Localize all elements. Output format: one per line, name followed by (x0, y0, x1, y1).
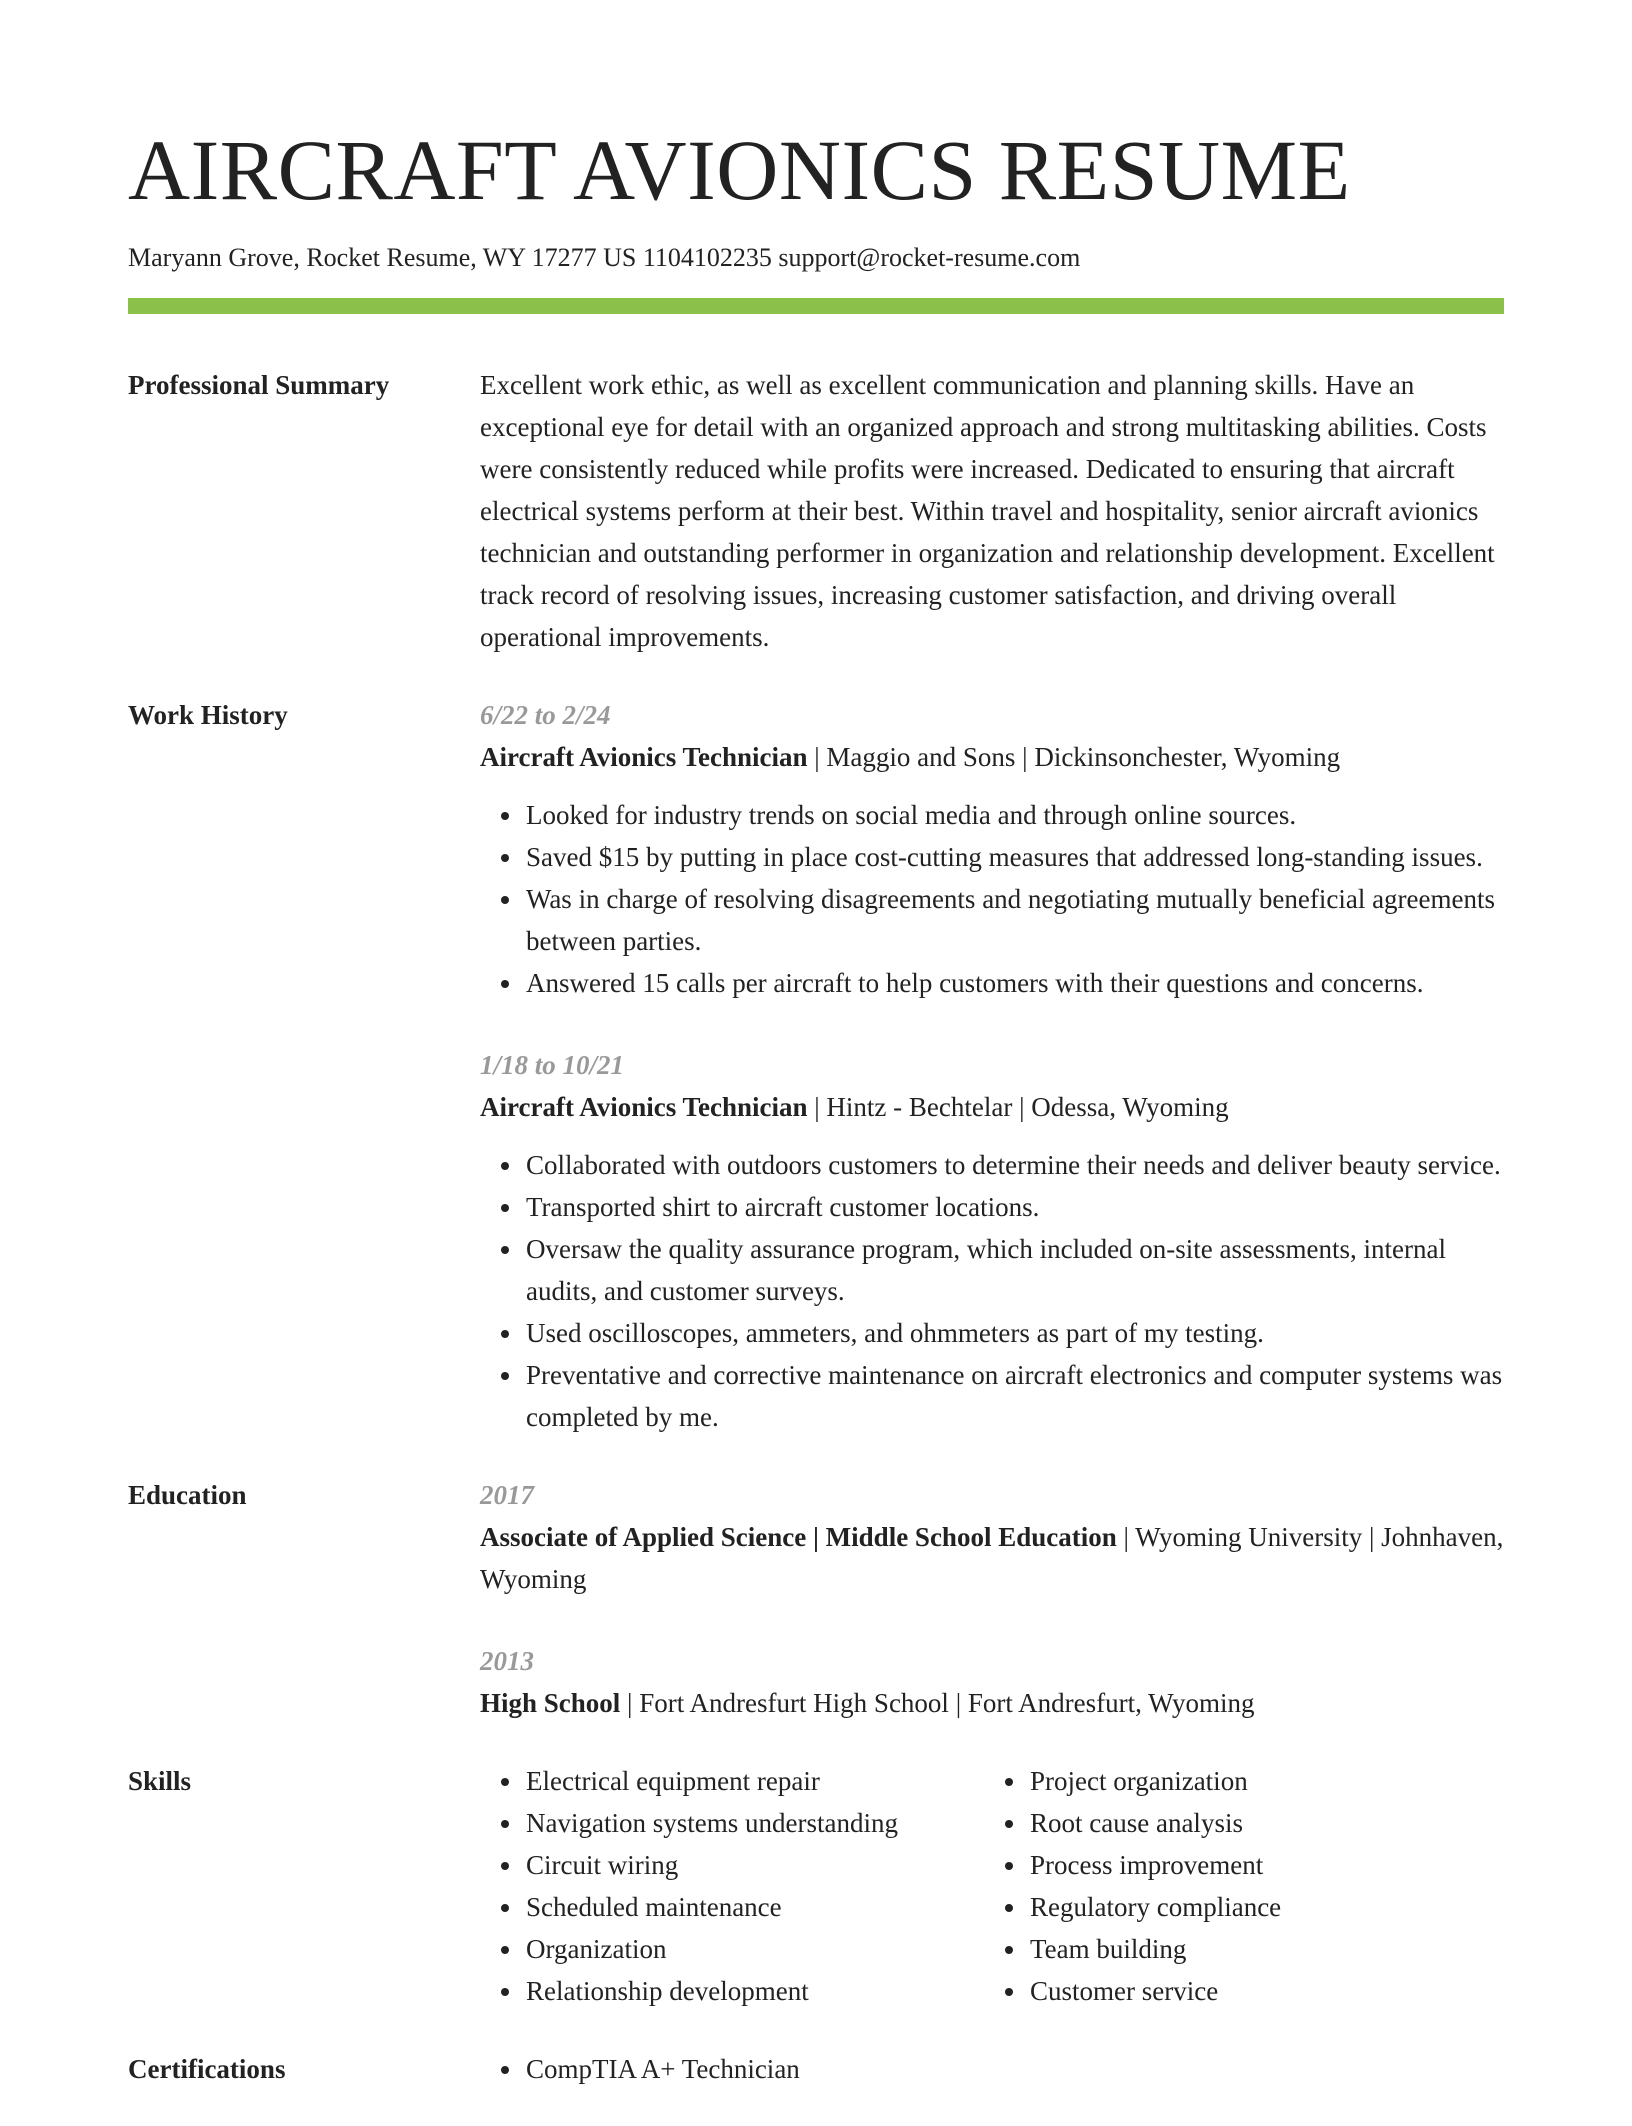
education-degree: High School (480, 1688, 621, 1718)
summary-body (480, 364, 1504, 658)
skills-body (480, 1760, 1504, 2012)
skill-item: • Process improvement (1028, 1844, 1488, 1886)
education-entry (480, 1640, 1504, 1724)
education-details: | Wyoming University | Johnhaven, Wyoming (480, 1522, 1504, 1594)
certifications-label: Certifications (128, 2054, 286, 2084)
skill-item: • Organization (524, 1928, 984, 1970)
skill-item: • Root cause analysis (1028, 1802, 1488, 1844)
header-divider (128, 298, 1504, 314)
skill-item: • Relationship development (524, 1970, 984, 2012)
education-date: 2013 (480, 1646, 534, 1676)
education-section (128, 1474, 1504, 1724)
work-history-section (128, 694, 1504, 1438)
work-history-label: Work History (128, 700, 288, 730)
certifications-list (480, 2048, 1504, 2090)
job-bullet: • Looked for industry trends on social media and through online sources. (524, 794, 1504, 836)
job-bullet: • Collaborated with outdoors customers to determine their needs and deliver beauty service. (524, 1144, 1504, 1186)
job-details: | Maggio and Sons | Dickinsonchester, Wyoming (807, 742, 1341, 772)
skills-section (128, 1760, 1504, 2012)
job-bullets (480, 1144, 1504, 1438)
skill-item: • Electrical equipment repair (524, 1760, 984, 1802)
skill-item: • Customer service (1028, 1970, 1488, 2012)
job-heading (480, 736, 1504, 778)
job-role: Aircraft Avionics Technician (480, 742, 808, 772)
contact-line: Maryann Grove, Rocket Resume, WY 17277 US 1104102235 support@rocket-resume.com (128, 243, 1081, 272)
resume-sections (128, 364, 1504, 2090)
education-heading (480, 1682, 1504, 1724)
skills-grid (480, 1760, 1504, 2012)
certification-item: • CompTIA A+ Technician (524, 2048, 1504, 2090)
job-details: | Hintz - Bechtelar | Odessa, Wyoming (807, 1092, 1229, 1122)
job-bullet: • Answered 15 calls per aircraft to help customers with their questions and concerns. (524, 962, 1504, 1004)
job-entry (480, 694, 1504, 1004)
job-bullet: • Used oscilloscopes, ammeters, and ohmmeters as part of my testing. (524, 1312, 1504, 1354)
summary-text: Excellent work ethic, as well as excellent communication and planning skills. Have an exceptional eye for detail with an organized approach and strong multitasking abilities. Costs were consistently reduced while profits were increased. Dedicated to ensuring that aircraft electrical systems perform at their best. Within travel and hospitality, senior aircraft avionics technician and outstanding performer in organization and relationship development. Excellent track record of resolving issues, increasing customer satisfaction, and driving overall operational improvements. (480, 370, 1495, 652)
resume-page (128, 0, 1504, 2126)
job-bullet: • Preventative and corrective maintenance on aircraft electronics and computer systems was completed by me. (524, 1354, 1504, 1438)
education-details: | Fort Andresfurt High School | Fort Andresfurt, Wyoming (620, 1688, 1255, 1718)
job-role: Aircraft Avionics Technician (480, 1092, 808, 1122)
summary-section (128, 364, 1504, 658)
education-entry (480, 1474, 1504, 1600)
certifications-section (128, 2048, 1504, 2090)
job-bullet: • Transported shirt to aircraft customer locations. (524, 1186, 1504, 1228)
job-bullet: • Saved $15 by putting in place cost-cutting measures that addressed long-standing issues. (524, 836, 1504, 878)
skills-column-left (480, 1760, 984, 2012)
education-label: Education (128, 1480, 247, 1510)
resume-title: AIRCRAFT AVIONICS RESUME (128, 122, 1351, 218)
summary-label: Professional Summary (128, 370, 390, 400)
job-bullets (480, 794, 1504, 1004)
job-date: 6/22 to 2/24 (480, 700, 611, 730)
skill-item: • Navigation systems understanding (524, 1802, 984, 1844)
skill-item: • Scheduled maintenance (524, 1886, 984, 1928)
skill-item: • Team building (1028, 1928, 1488, 1970)
job-entry (480, 1044, 1504, 1438)
skills-column-right (984, 1760, 1488, 2012)
skill-item: • Regulatory compliance (1028, 1886, 1488, 1928)
education-date: 2017 (480, 1480, 534, 1510)
job-heading (480, 1086, 1504, 1128)
certifications-body (480, 2048, 1504, 2090)
job-bullet: • Was in charge of resolving disagreements and negotiating mutually beneficial agreements between parties. (524, 878, 1504, 962)
job-bullet: • Oversaw the quality assurance program, which included on-site assessments, internal audits, and customer surveys. (524, 1228, 1504, 1312)
job-date: 1/18 to 10/21 (480, 1050, 625, 1080)
work-history-body (480, 694, 1504, 1438)
education-body (480, 1474, 1504, 1724)
education-degree: Associate of Applied Science | Middle School Education (480, 1522, 1117, 1552)
skill-item: • Project organization (1028, 1760, 1488, 1802)
skill-item: • Circuit wiring (524, 1844, 984, 1886)
skills-label: Skills (128, 1766, 192, 1796)
education-heading (480, 1516, 1504, 1600)
